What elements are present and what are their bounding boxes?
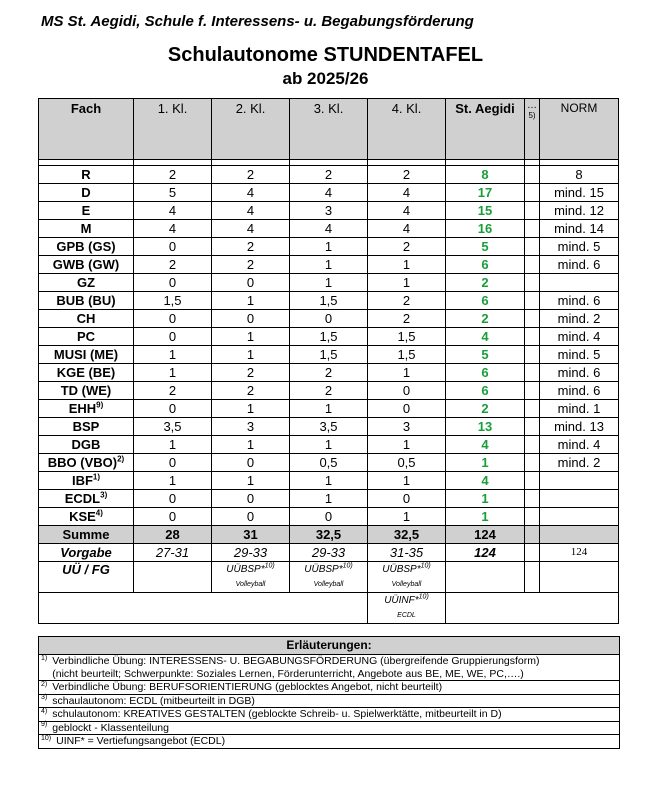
vorgabe-row <box>39 544 619 562</box>
subject-cell <box>39 490 134 508</box>
subject-label: DGB <box>71 437 101 452</box>
k2-cell: 2 <box>212 238 290 256</box>
ue-k3-sub: Volleyball <box>313 581 344 588</box>
k3-cell: 3,5 <box>290 418 368 436</box>
ue2-k3 <box>290 593 368 624</box>
explanation-num: 1) <box>41 654 48 662</box>
k4-cell: 2 <box>368 310 446 328</box>
aegidi-cell: 2 <box>446 274 525 292</box>
k3-cell: 4 <box>290 220 368 238</box>
dots-cell <box>525 418 540 436</box>
k2-cell: 0 <box>212 274 290 292</box>
k1-cell: 0 <box>134 490 212 508</box>
subject-label: GPB (GS) <box>56 239 116 254</box>
k1-cell: 2 <box>134 256 212 274</box>
k3-cell: 1 <box>290 256 368 274</box>
k3-cell: 3 <box>290 202 368 220</box>
k2-cell: 1 <box>212 346 290 364</box>
k2-cell: 0 <box>212 508 290 526</box>
k3-cell: 4 <box>290 184 368 202</box>
k2-cell: 4 <box>212 184 290 202</box>
k1-cell: 2 <box>134 382 212 400</box>
k1-cell: 0 <box>134 310 212 328</box>
norm-cell: mind. 4 <box>540 328 619 346</box>
norm-cell: 8 <box>540 166 619 184</box>
ue-k4 <box>368 562 446 593</box>
k3-cell: 1 <box>290 490 368 508</box>
table-row <box>39 292 619 310</box>
col-header-k1: 1. Kl. <box>134 99 212 160</box>
subject-label: MUSI (ME) <box>53 347 119 362</box>
k3-cell: 1,5 <box>290 328 368 346</box>
aegidi-cell: 6 <box>446 292 525 310</box>
vorgabe-k1: 27-31 <box>134 544 212 562</box>
norm-cell: mind. 2 <box>540 454 619 472</box>
explanation-item <box>39 655 619 681</box>
aegidi-cell: 8 <box>446 166 525 184</box>
dots-cell <box>525 220 540 238</box>
explanation-text: geblockt - Klassenteilung <box>52 721 169 734</box>
page-subtitle: ab 2025/26 <box>282 69 369 88</box>
k2-cell: 2 <box>212 166 290 184</box>
dots-cell <box>525 310 540 328</box>
dots-cell <box>525 292 540 310</box>
explanation-num: 2) <box>41 680 48 688</box>
norm-cell <box>540 490 619 508</box>
table-row <box>39 238 619 256</box>
explanation-num: 9) <box>41 721 48 728</box>
table-row <box>39 310 619 328</box>
ue2-k4 <box>368 593 446 624</box>
k3-cell: 1 <box>290 400 368 418</box>
subject-footnote: 1) <box>92 472 101 482</box>
k4-cell: 1 <box>368 436 446 454</box>
k1-cell: 1 <box>134 436 212 454</box>
aegidi-cell: 5 <box>446 238 525 256</box>
ue-k2-sub: Volleyball <box>235 581 266 588</box>
ue2-k2 <box>212 593 290 624</box>
k1-cell: 0 <box>134 238 212 256</box>
norm-cell: mind. 13 <box>540 418 619 436</box>
aegidi-cell: 1 <box>446 508 525 526</box>
aegidi-cell: 4 <box>446 436 525 454</box>
col-header-k4: 4. Kl. <box>368 99 446 160</box>
subject-footnote: 9) <box>96 400 104 410</box>
aegidi-cell: 4 <box>446 328 525 346</box>
dots-cell <box>525 274 540 292</box>
k3-cell: 1,5 <box>290 346 368 364</box>
aegidi-cell: 5 <box>446 346 525 364</box>
ue-k1 <box>134 562 212 593</box>
k4-cell: 3 <box>368 418 446 436</box>
k4-cell: 1 <box>368 256 446 274</box>
subject-label: ECDL <box>64 491 101 506</box>
table-row <box>39 256 619 274</box>
k4-cell: 2 <box>368 238 446 256</box>
aegidi-cell: 6 <box>446 364 525 382</box>
vorgabe-k3: 29-33 <box>290 544 368 562</box>
k3-cell: 1 <box>290 274 368 292</box>
k3-cell: 0 <box>290 310 368 328</box>
table-row <box>39 364 619 382</box>
norm-cell: mind. 5 <box>540 346 619 364</box>
summe-k1: 28 <box>134 526 212 544</box>
subject-cell <box>39 310 134 328</box>
col-header-dots <box>525 99 540 160</box>
ue-k2 <box>212 562 290 593</box>
dots-cell <box>525 184 540 202</box>
ue-k3-main: UÜBSP*$^{10)}$ <box>304 562 353 575</box>
dots-cell <box>525 346 540 364</box>
table-row <box>39 418 619 436</box>
subject-cell <box>39 454 134 472</box>
norm-cell: mind. 2 <box>540 310 619 328</box>
subject-label: TD (WE) <box>60 383 112 398</box>
school-name: MS St. Aegidi, Schule f. Interessens- u. Begabungsförderung <box>41 13 474 30</box>
subject-footnote: 4) <box>95 508 103 518</box>
col-header-fach: Fach <box>39 99 134 160</box>
k3-cell: 1,5 <box>290 292 368 310</box>
subject-cell <box>39 418 134 436</box>
explanation-num: 3) <box>41 694 48 701</box>
k1-cell: 0 <box>134 328 212 346</box>
norm-cell: mind. 6 <box>540 292 619 310</box>
vorgabe-k4: 31-35 <box>368 544 446 562</box>
ue-norm <box>540 562 619 593</box>
subject-cell <box>39 328 134 346</box>
norm-cell: mind. 6 <box>540 364 619 382</box>
table-row <box>39 184 619 202</box>
aegidi-cell: 6 <box>446 256 525 274</box>
k2-cell: 1 <box>212 400 290 418</box>
subject-cell <box>39 292 134 310</box>
ue2-aegidi <box>446 593 619 624</box>
explanation-text: schulautonom: KREATIVES GESTALTEN (geblockte Schreib- u. Spielwerktätte, mitbeurteilt in D) <box>52 708 502 720</box>
subject-cell <box>39 508 134 526</box>
ue-k3 <box>290 562 368 593</box>
k2-cell: 0 <box>212 490 290 508</box>
ue-dots <box>525 562 540 593</box>
dots-cell <box>525 400 540 418</box>
subject-label: KSE <box>69 509 96 524</box>
k4-cell: 1 <box>368 364 446 382</box>
col-header-aegidi: St. Aegidi <box>446 99 525 160</box>
aegidi-cell: 17 <box>446 184 525 202</box>
dots-cell <box>525 364 540 382</box>
col-header-norm: NORM <box>540 99 619 160</box>
dots-cell <box>525 382 540 400</box>
vorgabe-label: Vorgabe <box>39 544 134 562</box>
explanation-item <box>39 735 619 748</box>
k2-cell: 1 <box>212 472 290 490</box>
norm-cell: mind. 12 <box>540 202 619 220</box>
table-row <box>39 346 619 364</box>
norm-cell: mind. 4 <box>540 436 619 454</box>
k1-cell: 4 <box>134 202 212 220</box>
norm-cell: mind. 6 <box>540 256 619 274</box>
k4-cell: 0,5 <box>368 454 446 472</box>
k1-cell: 4 <box>134 220 212 238</box>
ue-k4-main: UÜBSP*$^{10)}$ <box>382 562 431 575</box>
table-row <box>39 400 619 418</box>
col-header-k3: 3. Kl. <box>290 99 368 160</box>
k1-cell: 1,5 <box>134 292 212 310</box>
k3-cell: 1 <box>290 238 368 256</box>
explanation-text: UINF* = Vertiefungsangebot (ECDL) <box>56 735 226 747</box>
subject-cell <box>39 166 134 184</box>
k4-cell: 1,5 <box>368 328 446 346</box>
k4-cell: 2 <box>368 166 446 184</box>
aegidi-cell: 4 <box>446 472 525 490</box>
k1-cell: 2 <box>134 166 212 184</box>
k2-cell: 3 <box>212 418 290 436</box>
header-row <box>39 99 619 160</box>
k1-cell: 0 <box>134 508 212 526</box>
k2-cell: 4 <box>212 220 290 238</box>
norm-cell <box>540 274 619 292</box>
aegidi-cell: 16 <box>446 220 525 238</box>
dots-cell <box>525 202 540 220</box>
aegidi-cell: 1 <box>446 454 525 472</box>
ue2-k1 <box>134 593 212 624</box>
page-title: Schulautonome STUNDENTAFEL <box>167 44 484 66</box>
summe-row <box>39 526 619 544</box>
k1-cell: 0 <box>134 400 212 418</box>
explanation-num: 4) <box>41 707 48 715</box>
subject-label: GWB (GW) <box>52 257 120 272</box>
aegidi-cell: 13 <box>446 418 525 436</box>
k4-cell: 0 <box>368 382 446 400</box>
summe-label: Summe <box>39 526 134 544</box>
norm-cell: mind. 14 <box>540 220 619 238</box>
k4-cell: 1,5 <box>368 346 446 364</box>
explanation-text: Verbindliche Übung: INTERESSENS- U. BEGABUNGSFÖRDERUNG (übergreifende Gruppierungsform) (nicht beurteilt; Schwerpunkte: Soziales Lernen, Förderunterricht, Angebote aus BE, ME, WE, PC,….) <box>52 655 540 680</box>
summe-aegidi: 124 <box>446 526 525 544</box>
k2-cell: 2 <box>212 364 290 382</box>
aegidi-cell: 2 <box>446 400 525 418</box>
k4-cell: 4 <box>368 184 446 202</box>
dots-cell <box>525 508 540 526</box>
ue-aegidi <box>446 562 525 593</box>
norm-cell: mind. 15 <box>540 184 619 202</box>
subject-label: PC <box>76 329 96 344</box>
timetable <box>38 98 619 624</box>
k4-cell: 0 <box>368 400 446 418</box>
k4-cell: 4 <box>368 202 446 220</box>
k3-cell: 1 <box>290 472 368 490</box>
subject-label: IBF <box>71 473 93 488</box>
subject-label: D <box>81 185 91 200</box>
subject-cell <box>39 346 134 364</box>
explanation-item <box>39 708 619 722</box>
dots-cell <box>525 328 540 346</box>
subject-cell <box>39 220 134 238</box>
subject-label: EHH <box>68 401 97 416</box>
subject-footnote: 3) <box>100 490 108 500</box>
subject-cell <box>39 382 134 400</box>
norm-cell: mind. 1 <box>540 400 619 418</box>
aegidi-cell: 2 <box>446 310 525 328</box>
k1-cell: 1 <box>134 346 212 364</box>
aegidi-cell: 15 <box>446 202 525 220</box>
dots-label: … <box>527 100 537 111</box>
norm-cell: mind. 5 <box>540 238 619 256</box>
table-row <box>39 220 619 238</box>
table-row <box>39 382 619 400</box>
k2-cell: 1 <box>212 292 290 310</box>
norm-cell <box>540 508 619 526</box>
subject-cell <box>39 436 134 454</box>
dots-cell <box>525 238 540 256</box>
subject-cell <box>39 472 134 490</box>
dots-cell <box>525 472 540 490</box>
summe-dots <box>525 526 540 544</box>
subject-cell <box>39 202 134 220</box>
subject-label: KGE (BE) <box>56 365 116 380</box>
subject-label: E <box>81 203 91 218</box>
table-row <box>39 274 619 292</box>
k3-cell: 2 <box>290 382 368 400</box>
ue-row <box>39 562 619 593</box>
k3-cell: 0,5 <box>290 454 368 472</box>
k4-cell: 1 <box>368 472 446 490</box>
k4-cell: 0 <box>368 490 446 508</box>
k4-cell: 2 <box>368 292 446 310</box>
subject-label: BUB (BU) <box>56 293 116 308</box>
norm-cell <box>540 472 619 490</box>
explanations-title: Erläuterungen: <box>39 636 619 655</box>
table-row <box>39 436 619 454</box>
explanation-item <box>39 722 619 736</box>
summe-k4: 32,5 <box>368 526 446 544</box>
vorgabe-norm: 124 <box>540 544 619 562</box>
summe-norm <box>540 526 619 544</box>
ue2-row <box>39 593 619 624</box>
k3-cell: 0 <box>290 508 368 526</box>
k4-cell: 1 <box>368 274 446 292</box>
k4-cell: 4 <box>368 220 446 238</box>
subject-cell <box>39 238 134 256</box>
table-row <box>39 166 619 184</box>
summe-k2: 31 <box>212 526 290 544</box>
subject-label: BSP <box>72 419 100 434</box>
ue-k2-main: UÜBSP*$^{10)}$ <box>226 562 275 575</box>
k1-cell: 0 <box>134 454 212 472</box>
k3-cell: 2 <box>290 166 368 184</box>
subject-label: CH <box>76 311 96 326</box>
dots-cell <box>525 256 540 274</box>
k2-cell: 1 <box>212 436 290 454</box>
table-row <box>39 508 619 526</box>
explanation-item <box>39 695 619 709</box>
dots-cell <box>525 490 540 508</box>
subject-footnote: 2) <box>117 454 125 464</box>
subject-cell <box>39 184 134 202</box>
vorgabe-dots <box>525 544 540 562</box>
k2-cell: 2 <box>212 256 290 274</box>
ue-k4-sub: Volleyball <box>391 581 422 588</box>
subject-cell <box>39 364 134 382</box>
k2-cell: 4 <box>212 202 290 220</box>
explanation-text: Verbindliche Übung: BERUFSORIENTIERUNG (geblocktes Angebot, nicht beurteilt) <box>52 681 443 693</box>
col-header-k2: 2. Kl. <box>212 99 290 160</box>
table-row <box>39 328 619 346</box>
subject-label: BBO (VBO) <box>47 455 118 470</box>
subject-label: GZ <box>76 275 96 290</box>
k4-cell: 1 <box>368 508 446 526</box>
explanation-text: schaulautonom: ECDL (mitbeurteilt in DGB) <box>52 694 255 707</box>
k3-cell: 1 <box>290 436 368 454</box>
subject-cell <box>39 274 134 292</box>
k2-cell: 2 <box>212 382 290 400</box>
dots-note: 5) <box>528 111 536 120</box>
summe-k3: 32,5 <box>290 526 368 544</box>
k1-cell: 3,5 <box>134 418 212 436</box>
norm-cell: mind. 6 <box>540 382 619 400</box>
dots-cell <box>525 436 540 454</box>
table-row <box>39 472 619 490</box>
k2-cell: 0 <box>212 310 290 328</box>
explanation-item <box>39 681 619 695</box>
table-row <box>39 490 619 508</box>
k1-cell: 1 <box>134 472 212 490</box>
ue2-k4-sub: ECDL <box>397 612 416 619</box>
k1-cell: 1 <box>134 364 212 382</box>
table-row <box>39 202 619 220</box>
k2-cell: 0 <box>212 454 290 472</box>
dots-cell <box>525 166 540 184</box>
vorgabe-aegidi: 124 <box>446 544 525 562</box>
subject-cell <box>39 256 134 274</box>
subject-cell <box>39 400 134 418</box>
explanations <box>38 636 620 749</box>
aegidi-cell: 6 <box>446 382 525 400</box>
ue2-label <box>39 593 134 624</box>
dots-cell <box>525 454 540 472</box>
k1-cell: 5 <box>134 184 212 202</box>
k2-cell: 1 <box>212 328 290 346</box>
explanation-num: 10) <box>41 734 52 742</box>
table-row <box>39 454 619 472</box>
aegidi-cell: 1 <box>446 490 525 508</box>
vorgabe-k2: 29-33 <box>212 544 290 562</box>
ue2-k4-main: UÜINF*$^{10)}$ <box>384 593 429 606</box>
k1-cell: 0 <box>134 274 212 292</box>
subject-label: R <box>81 167 91 182</box>
subject-label: M <box>80 221 92 236</box>
k3-cell: 2 <box>290 364 368 382</box>
ue-label: UÜ / FG <box>39 562 134 593</box>
